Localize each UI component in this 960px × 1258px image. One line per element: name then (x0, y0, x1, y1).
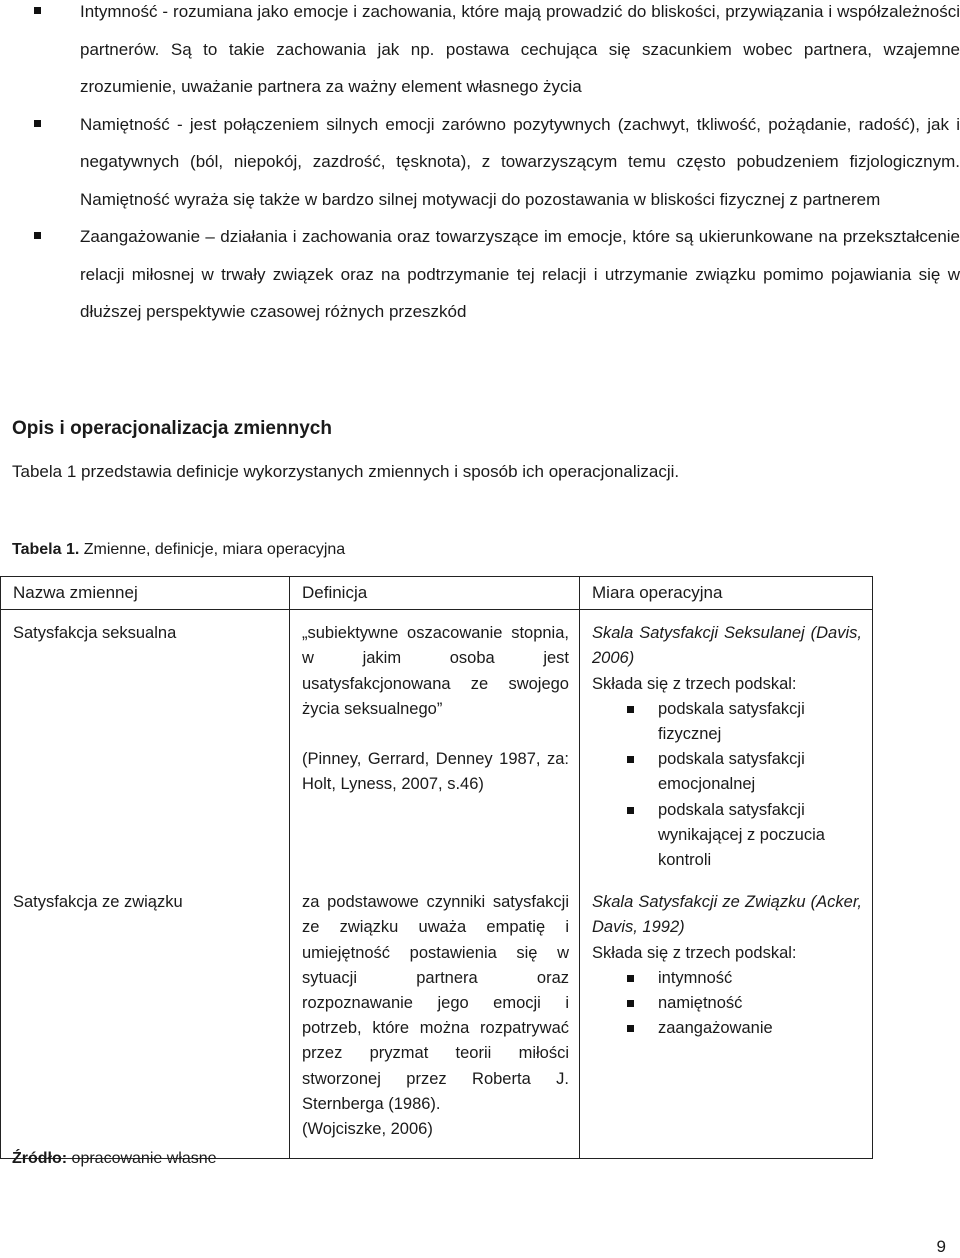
table-caption (12, 541, 345, 559)
subscale-label: zaangażowanie (658, 1019, 773, 1038)
list-item (658, 697, 862, 747)
list-item (658, 747, 862, 797)
square-bullet-icon (627, 807, 634, 814)
definition-cell (290, 610, 580, 880)
square-bullet-icon (34, 232, 41, 239)
list-item-text: Namiętność - jest połączeniem silnych emocji zarówno pozytywnych (zachwyt, tkliwość, pożądanie, radość), jak i negatywnych (ból, niepokój, zazdrość, tęsknota), z towarzyszącym temu często pobudzeniem fizjologicznym. Namiętność wyraża się także w bardzo silnej motywacji do pozostawania w bliskości fizycznej z partnerem (80, 114, 960, 209)
list-item (658, 966, 862, 991)
definition-citation: (Wojciszke, 2006) (302, 1120, 433, 1139)
column-header-measure: Miara operacyjna (580, 577, 873, 610)
measure-cell (580, 879, 873, 1159)
subscale-label: namiętność (658, 994, 743, 1013)
definition-citation: (Pinney, Gerrard, Denney 1987, za: Holt, Lyness, 2007, s.46) (302, 750, 569, 794)
measure-name: Skala Satysfakcji ze Związku (Acker, Davis, 1992) (592, 893, 862, 937)
list-item (0, 0, 960, 106)
table-caption-label: Tabela 1. (12, 541, 80, 558)
square-bullet-icon (34, 120, 41, 127)
section-heading: Opis i operacjonalizacja zmiennych (12, 418, 332, 439)
list-item (0, 106, 960, 219)
table-caption-text: Zmienne, definicje, miara operacyjna (79, 541, 346, 558)
column-header-name: Nazwa zmiennej (1, 577, 290, 610)
list-item (658, 991, 862, 1016)
subscale-list (592, 697, 862, 873)
list-item-text: Intymność - rozumiana jako emocje i zachowania, które mają prowadzić do bliskości, przywiązania i współzależności partnerów. Są to takie zachowania jak np. postawa cechująca się szacunkiem wobec partnera, wzajemne zrozumienie, uważanie partnera za ważny element własnego życia (80, 2, 960, 96)
list-item (658, 1016, 862, 1041)
measure-name: Skala Satysfakcji Seksulanej (Davis, 2006) (592, 624, 862, 668)
variable-name-cell (1, 879, 290, 1159)
square-bullet-icon (34, 7, 41, 14)
definition-text: za podstawowe czynniki satysfakcji ze związku uważa empatię i umiejętność postawienia się w sytuacji partnera oraz rozpoznawanie jego emocji i potrzeb, które można rozpatrywać przez pryzmat teorii miłości stworzonej przez Roberta J. Sternberga (1986). (302, 893, 569, 1113)
source-text: opracowanie własne (67, 1150, 217, 1167)
variables-table (0, 576, 873, 1159)
variable-name: Satysfakcja ze związku (13, 893, 183, 912)
variable-name-cell (1, 610, 290, 880)
subscale-label: podskala satysfakcji wynikającej z poczucia kontroli (658, 800, 825, 870)
square-bullet-icon (627, 706, 634, 713)
table-row (1, 610, 873, 880)
subscale-label: intymność (658, 968, 733, 987)
intro-paragraph: Tabela 1 przedstawia definicje wykorzystanych zmiennych i sposób ich operacjonalizacji. (12, 462, 680, 481)
variable-name: Satysfakcja seksualna (13, 624, 177, 643)
column-header-definition: Definicja (290, 577, 580, 610)
square-bullet-icon (627, 1000, 634, 1007)
measure-note: Składa się z trzech podskal: (592, 943, 797, 962)
square-bullet-icon (627, 756, 634, 763)
page-number: 9 (936, 1237, 946, 1256)
table-row (1, 879, 873, 1159)
definition-text: „subiektywne oszacowanie stopnia, w jakim osoba jest usatysfakcjonowana ze swojego życia seksualnego” (302, 624, 569, 718)
list-item (658, 798, 862, 874)
measure-note: Składa się z trzech podskal: (592, 674, 797, 693)
list-item-text: Zaangażowanie – działania i zachowania oraz towarzyszące im emocje, które są ukierunkowane na przekształcenie relacji miłosnej w trwały związek oraz na podtrzymanie tej relacji i utrzymanie związku pomimo pojawiania się w dłuższej perspektywie czasowej różnych przeszkód (80, 227, 960, 321)
table-header-row (1, 577, 873, 610)
measure-cell (580, 610, 873, 880)
square-bullet-icon (627, 975, 634, 982)
definition-cell (290, 879, 580, 1159)
source-label: Źródło: (12, 1150, 68, 1167)
table-source-note (12, 1150, 217, 1168)
subscale-label: podskala satysfakcji emocjonalnej (658, 750, 805, 794)
component-definitions-list (0, 0, 960, 331)
list-item (0, 218, 960, 331)
subscale-label: podskala satysfakcji fizycznej (658, 699, 805, 744)
subscale-list (592, 966, 862, 1042)
square-bullet-icon (627, 1025, 634, 1032)
